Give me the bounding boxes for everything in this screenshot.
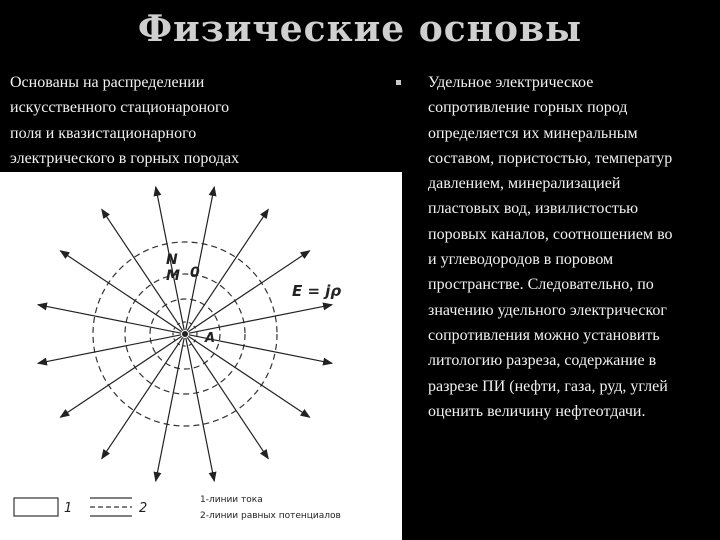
right-line: поровых каналов, соотношением во	[428, 225, 673, 243]
label-n: N	[166, 252, 178, 268]
legend-solid-symbol	[14, 498, 58, 516]
right-line: давлением, минерализацией	[428, 175, 621, 193]
right-line: пространстве. Следовательно, по	[428, 276, 654, 294]
label-a: A	[205, 331, 216, 346]
current-line	[186, 187, 215, 330]
current-lines	[38, 187, 332, 481]
left-line: искусственного стационароного	[10, 99, 230, 117]
right-line: составом, пористостью, температур	[428, 149, 673, 167]
current-line	[186, 338, 215, 481]
current-line	[38, 305, 181, 334]
legend-caption-1: 1-линии тока	[200, 495, 263, 505]
right-line: сопротивление горных пород	[428, 99, 628, 117]
right-line: разрезе ПИ (нефти, газа, руд, углей	[428, 377, 668, 395]
current-line	[60, 251, 181, 332]
field-diagram-svg	[0, 172, 402, 540]
right-line: значению удельного электрическог	[428, 301, 667, 319]
right-line: Удельное электрическое	[428, 74, 594, 91]
left-line: поля и квазистационарного	[10, 124, 197, 142]
left-paragraph	[10, 70, 310, 171]
current-line	[60, 336, 181, 417]
bullet-marker	[396, 80, 401, 85]
source-point	[182, 331, 188, 337]
current-line	[102, 337, 183, 458]
right-line: определяется их минеральным	[428, 124, 638, 142]
current-line	[189, 305, 332, 334]
right-line: оценить величину нефтеотдачи.	[428, 402, 646, 420]
right-line: и углеводородов в поровом	[428, 251, 614, 269]
current-line	[188, 336, 309, 417]
right-paragraph	[428, 70, 720, 424]
legend-number-2: 2	[139, 501, 148, 516]
left-line: электрического в горных породах	[10, 149, 240, 167]
label-m: M	[166, 268, 180, 284]
slide-title: Физические основы	[137, 8, 583, 50]
legend-caption-2: 2-линии равных потенциалов	[200, 511, 341, 521]
label-zero: 0	[190, 265, 200, 281]
right-line: пластовых вод, извилистостью	[428, 200, 639, 218]
field-diagram	[0, 172, 402, 540]
current-line	[187, 337, 268, 458]
legend-number-1: 1	[64, 501, 73, 516]
right-line: сопротивления можно установить	[428, 326, 660, 344]
label-field-formula: E = jρ	[292, 282, 342, 300]
current-line	[156, 338, 185, 481]
legend	[14, 495, 341, 521]
left-line: Основаны на распределении	[10, 74, 205, 91]
right-line: литологию разреза, содержание в	[428, 352, 657, 370]
current-line	[38, 335, 181, 364]
